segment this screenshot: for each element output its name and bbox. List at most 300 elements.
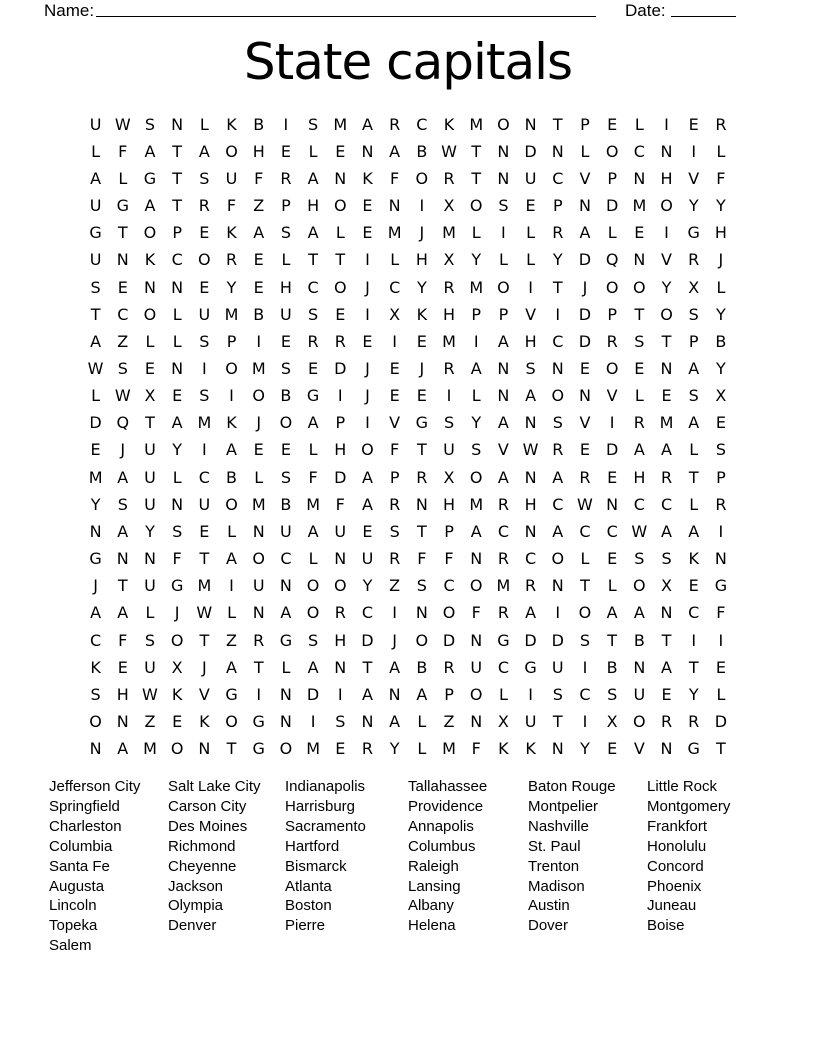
grid-cell: L — [91, 141, 101, 161]
grid-cell: Y — [716, 304, 726, 324]
grid-cell: N — [551, 358, 564, 378]
word-list-item: Boston — [285, 897, 332, 915]
grid-cell: A — [633, 440, 645, 460]
grid-cell: D — [524, 141, 537, 161]
grid-cell: T — [172, 168, 183, 188]
grid-cell: A — [144, 141, 156, 161]
grid-cell: T — [607, 630, 618, 650]
grid-cell: L — [335, 223, 345, 243]
grid-cell: C — [389, 277, 401, 297]
grid-cell: K — [498, 739, 509, 759]
grid-cell: N — [497, 358, 510, 378]
grid-cell: X — [389, 304, 401, 324]
grid-cell: L — [580, 549, 590, 569]
grid-cell: T — [362, 657, 373, 677]
word-search-grid — [82, 111, 735, 763]
grid-cell: D — [578, 331, 592, 351]
grid-cell: N — [497, 386, 510, 406]
grid-cell: E — [579, 440, 591, 460]
grid-cell: T — [253, 657, 264, 677]
grid-cell: E — [362, 196, 373, 216]
grid-cell: F — [716, 603, 726, 623]
grid-cell: T — [172, 141, 183, 161]
grid-cell: R — [715, 114, 727, 134]
grid-cell: V — [688, 168, 700, 188]
grid-cell: A — [552, 521, 564, 541]
word-list-item: Augusta — [49, 877, 105, 895]
grid-cell: R — [307, 331, 319, 351]
grid-cell: L — [118, 168, 128, 188]
grid-cell: X — [661, 576, 673, 596]
grid-cell: L — [308, 141, 318, 161]
grid-cell: G — [714, 576, 728, 596]
grid-cell: S — [634, 549, 645, 569]
grid-cell: I — [582, 657, 588, 677]
grid-cell: V — [198, 684, 210, 704]
grid-cell: H — [660, 168, 673, 188]
grid-cell: X — [606, 712, 618, 732]
grid-cell: N — [252, 603, 265, 623]
grid-cell: S — [443, 413, 455, 433]
grid-cell: T — [226, 739, 237, 759]
grid-cell: G — [252, 739, 265, 759]
grid-cell: G — [143, 168, 157, 188]
grid-cell: T — [117, 576, 128, 596]
grid-cell: I — [555, 603, 561, 623]
grid-cell: D — [306, 684, 320, 704]
grid-cell: R — [443, 657, 455, 677]
grid-cell: O — [333, 196, 347, 216]
grid-cell: M — [469, 494, 484, 514]
grid-cell: H — [415, 250, 428, 270]
word-list-item: Madison — [528, 877, 585, 895]
grid-cell: P — [444, 521, 454, 541]
grid-cell: N — [116, 250, 129, 270]
grid-cell: N — [578, 196, 591, 216]
grid-cell: B — [606, 657, 618, 677]
grid-cell: R — [606, 331, 618, 351]
grid-cell: Y — [90, 494, 101, 514]
grid-cell: V — [579, 413, 591, 433]
grid-cell: E — [362, 223, 373, 243]
grid-cell: S — [471, 440, 482, 460]
grid-cell: S — [498, 196, 509, 216]
grid-cell: T — [145, 413, 155, 433]
grid-cell: G — [89, 549, 102, 569]
grid-cell: T — [335, 250, 346, 270]
grid-cell: M — [251, 494, 266, 514]
grid-cell: T — [688, 467, 699, 487]
word-list-item: Providence — [408, 797, 484, 815]
word-list-item: Dover — [528, 917, 569, 935]
grid-cell: R — [334, 331, 346, 351]
grid-cell: A — [688, 521, 700, 541]
grid-cell: S — [552, 413, 563, 433]
grid-cell: R — [633, 413, 645, 433]
grid-cell: O — [551, 549, 565, 569]
grid-cell: N — [334, 549, 347, 569]
grid-cell: D — [578, 250, 592, 270]
grid-cell: K — [226, 223, 237, 243]
grid-cell: E — [416, 386, 427, 406]
word-list-item: Annapolis — [408, 817, 474, 835]
grid-cell: C — [660, 494, 673, 514]
grid-cell: U — [361, 549, 374, 569]
grid-cell: Z — [253, 196, 265, 216]
grid-cell: E — [525, 196, 536, 216]
grid-cell: H — [279, 277, 292, 297]
grid-cell: A — [144, 196, 156, 216]
grid-cell: U — [144, 576, 156, 596]
grid-cell: G — [252, 712, 265, 732]
grid-cell: E — [199, 521, 210, 541]
grid-cell: Y — [172, 440, 183, 460]
grid-cell: A — [470, 521, 482, 541]
grid-cell: R — [389, 494, 401, 514]
grid-cell: S — [280, 358, 291, 378]
word-list-item: Pierre — [285, 917, 326, 935]
grid-cell: W — [631, 521, 648, 541]
grid-cell: N — [361, 141, 374, 161]
grid-cell: M — [632, 196, 647, 216]
grid-cell: R — [579, 467, 591, 487]
grid-cell: I — [528, 277, 533, 297]
grid-cell: I — [555, 304, 561, 324]
grid-cell: H — [443, 304, 456, 324]
word-list-item: Salt Lake City — [168, 778, 261, 795]
word-list-item: Atlanta — [285, 877, 332, 895]
grid-cell: O — [469, 196, 483, 216]
word-list-item: Columbia — [49, 837, 113, 855]
grid-cell: C — [171, 250, 183, 270]
grid-cell: E — [90, 440, 101, 460]
grid-cell: G — [415, 413, 429, 433]
grid-cell: N — [524, 521, 537, 541]
grid-cell: I — [501, 223, 506, 243]
grid-cell: D — [524, 630, 537, 650]
grid-cell: D — [334, 358, 347, 378]
grid-cell: A — [361, 684, 373, 704]
grid-cell: I — [201, 440, 207, 460]
grid-cell: U — [144, 467, 156, 487]
grid-cell: C — [497, 657, 509, 677]
grid-cell: X — [688, 277, 700, 297]
grid-cell: I — [718, 630, 724, 650]
grid-cell: G — [116, 196, 129, 216]
grid-cell: H — [252, 141, 265, 161]
word-list-item: Concord — [647, 857, 704, 875]
grid-cell: G — [687, 223, 700, 243]
grid-cell: T — [552, 712, 563, 732]
grid-cell: F — [471, 739, 481, 759]
grid-cell: L — [498, 250, 508, 270]
grid-cell: N — [279, 576, 292, 596]
grid-cell: F — [118, 630, 128, 650]
grid-cell: K — [362, 168, 373, 188]
grid-cell: A — [307, 521, 319, 541]
grid-cell: A — [470, 358, 482, 378]
grid-cell: K — [199, 712, 210, 732]
grid-cell: W — [87, 358, 104, 378]
grid-cell: P — [172, 223, 182, 243]
grid-cell: S — [335, 712, 346, 732]
grid-cell: G — [170, 576, 184, 596]
grid-cell: N — [524, 467, 537, 487]
grid-cell: L — [199, 114, 209, 134]
grid-cell: J — [392, 630, 398, 650]
grid-cell: A — [389, 141, 401, 161]
grid-cell: U — [524, 168, 537, 188]
grid-cell: N — [171, 277, 184, 297]
grid-cell: I — [392, 331, 398, 351]
grid-cell: T — [661, 331, 672, 351]
grid-cell: O — [497, 114, 510, 134]
grid-cell: O — [306, 576, 320, 596]
grid-cell: L — [227, 603, 236, 623]
grid-cell: N — [415, 603, 428, 623]
grid-cell: V — [661, 250, 672, 270]
grid-cell: O — [225, 494, 238, 514]
grid-cell: S — [688, 386, 699, 406]
grid-cell: N — [470, 712, 483, 732]
word-list-item: Harrisburg — [285, 797, 356, 815]
grid-cell: I — [256, 684, 262, 704]
grid-cell: L — [227, 521, 236, 541]
word-list-item: Tallahassee — [408, 778, 488, 795]
grid-cell: U — [470, 657, 483, 677]
grid-cell: S — [389, 521, 400, 541]
grid-cell: R — [334, 603, 346, 623]
word-list-item: Honolulu — [647, 837, 707, 855]
grid-cell: C — [525, 549, 537, 569]
grid-cell: S — [117, 358, 128, 378]
grid-cell: L — [607, 223, 617, 243]
grid-cell: U — [280, 304, 292, 324]
grid-cell: O — [497, 277, 510, 297]
word-list-item: Olympia — [168, 897, 224, 915]
grid-cell: S — [661, 549, 672, 569]
grid-cell: R — [225, 250, 238, 270]
grid-cell: A — [688, 358, 700, 378]
grid-cell: R — [688, 712, 700, 732]
grid-cell: O — [306, 603, 320, 623]
word-list-item: Jefferson City — [49, 778, 141, 795]
grid-cell: V — [497, 440, 509, 460]
grid-cell: A — [226, 549, 237, 569]
grid-cell: G — [225, 684, 238, 704]
grid-cell: P — [444, 684, 454, 704]
grid-cell: A — [525, 603, 537, 623]
grid-cell: U — [144, 494, 156, 514]
grid-cell: S — [634, 331, 645, 351]
grid-cell: T — [199, 630, 210, 650]
grid-cell: O — [279, 413, 293, 433]
grid-cell: T — [661, 630, 672, 650]
grid-cell: K — [171, 684, 183, 704]
word-list-item: Montgomery — [647, 797, 731, 815]
grid-cell: A — [307, 168, 319, 188]
grid-cell: U — [198, 494, 211, 514]
grid-cell: E — [362, 521, 373, 541]
grid-cell: U — [633, 684, 646, 704]
grid-cell: C — [688, 603, 700, 623]
grid-cell: E — [362, 331, 373, 351]
grid-cell: S — [607, 684, 618, 704]
grid-cell: U — [225, 168, 238, 188]
grid-cell: O — [605, 277, 619, 297]
grid-cell: Y — [580, 739, 590, 759]
grid-cell: C — [198, 467, 210, 487]
grid-cell: W — [522, 440, 539, 460]
grid-cell: O — [89, 712, 102, 732]
grid-cell: I — [718, 521, 724, 541]
grid-cell: H — [307, 196, 320, 216]
grid-cell: N — [524, 413, 537, 433]
grid-cell: F — [716, 168, 726, 188]
grid-cell: O — [469, 576, 483, 596]
grid-cell: A — [280, 603, 292, 623]
word-list-item: Lincoln — [49, 897, 97, 915]
grid-cell: R — [416, 467, 428, 487]
grid-cell: U — [252, 576, 265, 596]
grid-cell: K — [226, 114, 237, 134]
grid-cell: Y — [362, 576, 373, 596]
grid-cell: L — [689, 440, 699, 460]
word-list-item: Montpelier — [528, 797, 599, 815]
grid-cell: R — [443, 277, 455, 297]
grid-cell: B — [633, 630, 645, 650]
grid-cell: O — [361, 440, 374, 460]
grid-cell: M — [442, 223, 456, 243]
grid-cell: E — [715, 657, 726, 677]
grid-cell: A — [117, 521, 129, 541]
grid-cell: F — [226, 196, 237, 216]
grid-cell: G — [306, 386, 320, 406]
grid-cell: K — [90, 657, 101, 677]
grid-cell: A — [198, 141, 210, 161]
grid-cell: M — [197, 576, 212, 596]
grid-cell: N — [660, 141, 673, 161]
grid-cell: N — [388, 196, 401, 216]
word-list-item: Helena — [408, 917, 456, 935]
grid-cell: V — [633, 739, 645, 759]
grid-cell: C — [579, 684, 591, 704]
grid-cell: E — [389, 386, 400, 406]
grid-cell: R — [280, 168, 292, 188]
grid-cell: Y — [716, 196, 726, 216]
grid-cell: O — [252, 549, 266, 569]
word-list-item: Trenton — [528, 857, 580, 875]
grid-cell: T — [688, 657, 699, 677]
grid-cell: S — [715, 440, 726, 460]
grid-cell: E — [688, 576, 699, 596]
grid-cell: W — [577, 494, 593, 514]
grid-cell: L — [580, 141, 590, 161]
grid-cell: O — [415, 168, 429, 188]
grid-cell: G — [687, 739, 700, 759]
grid-cell: I — [337, 684, 343, 704]
grid-cell: D — [361, 630, 374, 650]
grid-cell: U — [89, 114, 102, 134]
grid-cell: L — [716, 141, 726, 161]
grid-cell: P — [389, 467, 400, 487]
grid-cell: W — [114, 386, 131, 406]
grid-cell: U — [524, 712, 537, 732]
grid-cell: F — [390, 168, 400, 188]
grid-cell: I — [528, 684, 533, 704]
grid-cell: E — [634, 358, 645, 378]
grid-cell: A — [633, 603, 645, 623]
word-list-item: Raleigh — [408, 857, 459, 875]
grid-cell: I — [229, 386, 234, 406]
grid-cell: J — [419, 223, 425, 243]
grid-cell: Z — [443, 712, 455, 732]
grid-cell: A — [361, 467, 373, 487]
grid-cell: Z — [389, 576, 401, 596]
grid-cell: E — [335, 141, 346, 161]
grid-cell: T — [471, 141, 482, 161]
grid-cell: A — [307, 223, 319, 243]
grid-cell: E — [634, 223, 645, 243]
grid-cell: N — [171, 114, 184, 134]
word-list-column — [285, 777, 366, 936]
grid-cell: X — [171, 657, 183, 677]
grid-cell: L — [498, 684, 508, 704]
grid-cell: N — [660, 603, 673, 623]
grid-cell: X — [497, 712, 509, 732]
word-list-item: Boise — [647, 917, 685, 935]
grid-cell: A — [416, 684, 428, 704]
grid-cell: D — [551, 630, 564, 650]
grid-cell: L — [526, 223, 536, 243]
grid-cell: R — [497, 494, 509, 514]
word-list-item: Denver — [168, 917, 217, 935]
grid-cell: K — [144, 250, 156, 270]
grid-cell: G — [524, 657, 537, 677]
grid-cell: M — [442, 331, 456, 351]
grid-cell: N — [578, 386, 591, 406]
word-list-item: Des Moines — [168, 817, 248, 835]
date-label: Date: — [625, 1, 666, 20]
grid-cell: Z — [117, 331, 129, 351]
grid-cell: E — [607, 739, 618, 759]
grid-cell: L — [716, 277, 726, 297]
grid-cell: O — [551, 386, 565, 406]
grid-cell: R — [497, 549, 509, 569]
grid-cell: S — [280, 467, 291, 487]
grid-cell: O — [333, 576, 347, 596]
grid-cell: M — [197, 413, 212, 433]
grid-cell: M — [659, 413, 674, 433]
grid-cell: R — [497, 603, 509, 623]
grid-cell: A — [307, 413, 319, 433]
grid-cell: J — [718, 250, 724, 270]
grid-cell: A — [688, 413, 700, 433]
grid-cell: I — [256, 331, 262, 351]
word-list-column — [168, 777, 261, 936]
grid-cell: Q — [605, 250, 619, 270]
grid-cell: I — [201, 358, 207, 378]
name-label: Name: — [44, 1, 95, 20]
grid-cell: O — [415, 630, 429, 650]
grid-cell: U — [89, 196, 102, 216]
grid-cell: C — [497, 521, 509, 541]
grid-cell: I — [473, 331, 479, 351]
grid-cell: A — [579, 223, 591, 243]
grid-cell: I — [446, 386, 452, 406]
grid-cell: R — [552, 440, 564, 460]
grid-cell: D — [714, 712, 728, 732]
